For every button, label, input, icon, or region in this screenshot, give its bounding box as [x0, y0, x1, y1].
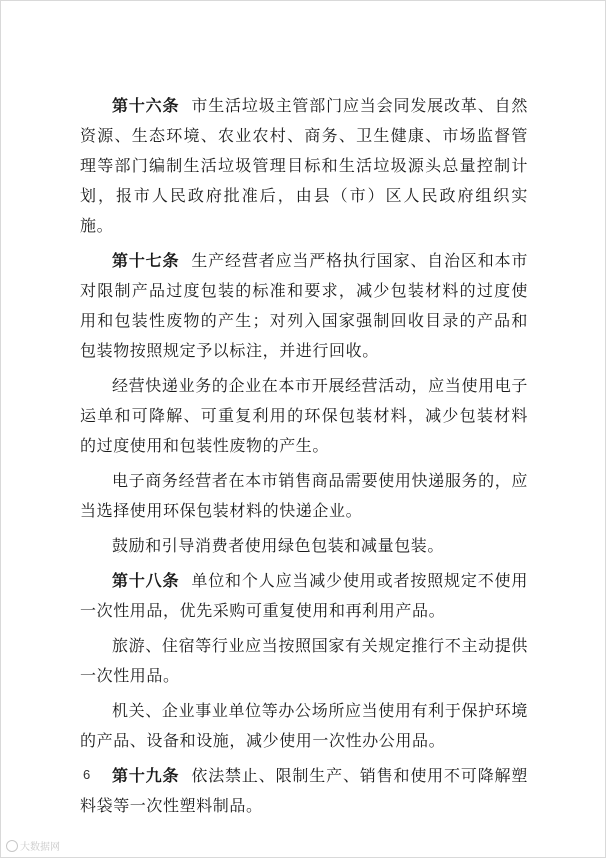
- article-18-paragraph: [80, 566, 528, 626]
- article-text: 电子商务经营者在本市销售商品需要使用快递服务的，应当选择使用环保包装材料的快递企业。: [80, 471, 528, 520]
- article-17-paragraph-2: [80, 371, 528, 461]
- article-text: 依法禁止、限制生产、销售和使用不可降解塑料袋等一次性塑料制品。: [80, 766, 528, 815]
- article-text: 生产经营者应当严格执行国家、自治区和本市对限制产品过度包装的标准和要求，减少包装材料的过度使用和包装性废物的产生；对列入国家强制回收目录的产品和包装物按照规定予以标注，并进行回收。: [80, 251, 528, 360]
- article-heading: 第十九条: [112, 766, 180, 785]
- page-number: 6: [83, 767, 91, 782]
- article-17-paragraph-3: [80, 466, 528, 526]
- article-17-paragraph: [80, 246, 528, 366]
- watermark: [6, 838, 60, 853]
- article-18-paragraph-3: [80, 696, 528, 756]
- article-text: 旅游、住宿等行业应当按照国家有关规定推行不主动提供一次性用品。: [80, 636, 528, 685]
- article-text: 鼓励和引导消费者使用绿色包装和减量包装。: [112, 536, 445, 555]
- article-text: 市生活垃圾主管部门应当会同发展改革、自然资源、生态环境、农业农村、商务、卫生健康、市场监督管理等部门编制生活垃圾管理目标和生活垃圾源头总量控制计划，报市人民政府批准后，由县（市）区人民政府组织实施。: [80, 96, 528, 235]
- watermark-logo-icon: [6, 840, 18, 852]
- article-18-paragraph-2: [80, 631, 528, 691]
- article-19-paragraph: [80, 761, 528, 821]
- article-heading: 第十八条: [112, 571, 180, 590]
- article-text: 单位和个人应当减少使用或者按照规定不使用一次性用品，优先采购可重复使用和再利用产品。: [80, 571, 528, 620]
- article-16-paragraph: [80, 91, 528, 241]
- article-heading: 第十七条: [112, 251, 180, 270]
- article-heading: 第十六条: [112, 96, 180, 115]
- article-text: 经营快递业务的企业在本市开展经营活动，应当使用电子运单和可降解、可重复利用的环保包装材料，减少包装材料的过度使用和包装性废物的产生。: [80, 376, 528, 455]
- watermark-text: 大数据网: [20, 842, 60, 853]
- article-17-paragraph-4: [80, 531, 528, 561]
- document-body: [80, 91, 528, 826]
- article-text: 机关、企业事业单位等办公场所应当使用有利于保护环境的产品、设备和设施，减少使用一次性办公用品。: [80, 701, 528, 750]
